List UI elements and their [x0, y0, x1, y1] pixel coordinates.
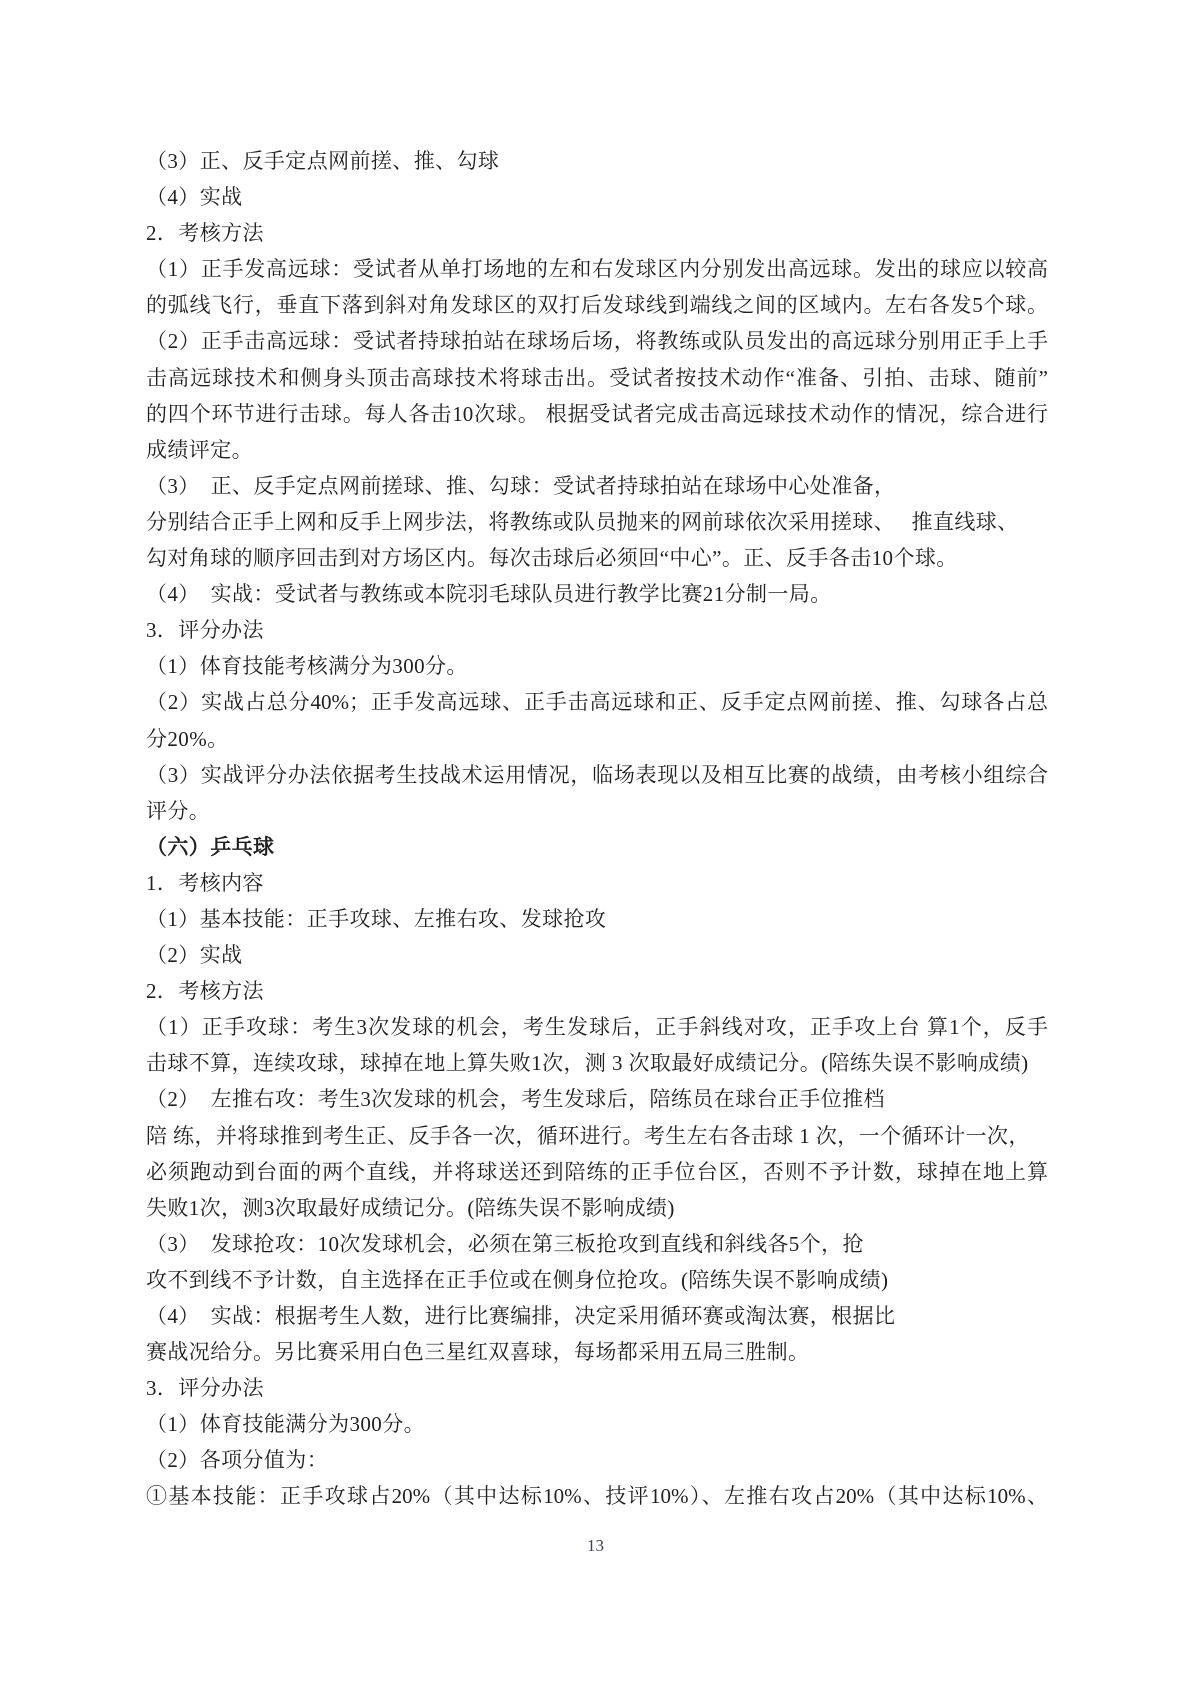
text-line: （2） 左推右攻：考生3次发球的机会，考生发球后，陪练员在球台正手位推档 [146, 1087, 885, 1112]
text-line: （3）正、反手定点网前搓、推、勾球 [146, 149, 500, 173]
text-line: （六）乒乓球 [146, 834, 275, 859]
text-line: （1）体育技能满分为300分。 [146, 1412, 425, 1437]
text-line: （1）基本技能：正手攻球、左推右攻、发球抢攻 [146, 906, 607, 931]
text-line: 赛战况给分。另比赛采用白色三星红双喜球，每场都采用五局三胜制。 [146, 1340, 810, 1365]
text-line: （2）实战 [146, 943, 243, 968]
text-line: 勾对角球的顺序回击到对方场区内。每次击球后必须回“中心”。正、反手各击10个球。 [146, 546, 958, 571]
text-line: 分20%。 [146, 726, 229, 751]
text-line: 3．评分办法 [146, 618, 264, 643]
text-line: 失败1次，测3次取最好成绩记分。(陪练失误不影响成绩) [146, 1195, 675, 1220]
text-line: （4） 实战：受试者与教练或本院羽毛球队员进行教学比赛21分制一局。 [146, 582, 832, 607]
text-line: （1）正手发高远球：受试者从单打场地的左和右发球区内分别发出高远球。发出的球应以较高 [146, 257, 1048, 282]
text-line: 攻不到线不予计数，自主选择在正手位或在侧身位抢攻。(陪练失误不影响成绩) [146, 1267, 889, 1292]
text-line: （2）正手击高远球：受试者持球拍站在球场后场，将教练或队员发出的高远球分别用正手上手 [146, 329, 1048, 354]
text-line: 击高远球技术和侧身头顶击高球技术将球击出。受试者按技术动作“准备、引拍、击球、随前” [146, 365, 1048, 390]
text-line: （3） 正、反手定点网前搓球、推、勾球：受试者持球拍站在球场中心处准备， [146, 473, 896, 498]
text-line: 分别结合正手上网和反手上网步法，将教练或队员抛来的网前球依次采用搓球、 推直线球、 [146, 509, 1019, 534]
text-line: （2）各项分值为： [146, 1448, 329, 1473]
text-line: 的弧线飞行，垂直下落到斜对角发球区的双打后发球线到端线之间的区域内。左右各发5个球。 [146, 293, 1048, 318]
text-line: 成绩评定。 [146, 437, 253, 462]
text-line: ①基本技能：正手攻球占20%（其中达标10%、技评10%）、左推右攻占20%（其中达标10%、 [146, 1484, 1048, 1509]
text-line: （3） 发球抢攻：10次发球机会，必须在第三板抢攻到直线和斜线各5个，抢 [146, 1231, 864, 1256]
text-line: 1．考核内容 [146, 870, 264, 895]
page-number: 13 [587, 1536, 604, 1555]
text-line: 的四个环节进行击球。每人各击10次球。 根据受试者完成击高远球技术动作的情况，综合进行 [146, 401, 1048, 426]
text-line: （1）正手攻球：考生3次发球的机会，考生发球后，正手斜线对攻，正手攻上台 算1个，反手 [146, 1015, 1048, 1040]
document-body [146, 143, 1048, 1515]
text-line: 评分。 [146, 798, 211, 823]
text-line: 击球不算，连续攻球，球掉在地上算失败1次，测 3 次取最好成绩记分。(陪练失误不影响成绩) [146, 1051, 1029, 1076]
text-line: 陪 练，并将球推到考生正、反手各一次，循环进行。考生左右各击球 1 次，一个循环计一次， [146, 1123, 1030, 1148]
text-line: 2．考核方法 [146, 979, 264, 1004]
text-line: 2．考核方法 [146, 221, 264, 246]
text-line: 必须跑动到台面的两个直线，并将球送还到陪练的正手位台区，否则不予计数，球掉在地上算 [146, 1159, 1048, 1184]
text-line: （4）实战 [146, 185, 243, 210]
text-line: （4） 实战：根据考生人数，进行比赛编排，决定采用循环赛或淘汰赛，根据比 [146, 1304, 896, 1328]
text-line: （1）体育技能考核满分为300分。 [146, 654, 468, 679]
text-line: （2）实战占总分40%；正手发高远球、正手击高远球和正、反手定点网前搓、推、勾球各占总 [146, 690, 1048, 715]
text-line: 3．评分办法 [146, 1376, 264, 1401]
text-line: （3）实战评分办法依据考生技战术运用情况，临场表现以及相互比赛的战绩，由考核小组综合 [146, 762, 1048, 787]
